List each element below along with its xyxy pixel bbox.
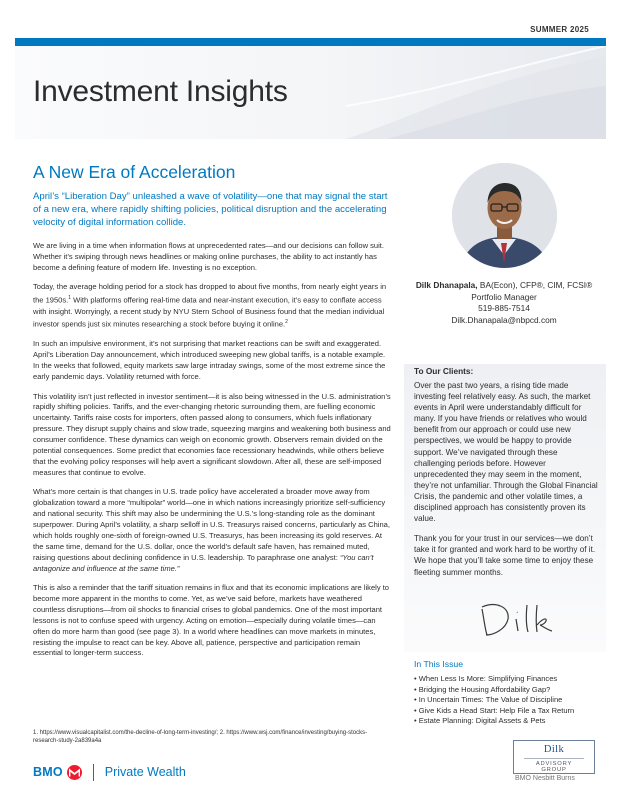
footnote-ref: 2 — [285, 319, 288, 326]
in-this-issue-list — [414, 674, 574, 727]
article-body — [33, 241, 391, 668]
bmo-roundel-icon — [67, 765, 82, 780]
handwritten-signature — [474, 595, 584, 641]
firm-company: BMO Nesbitt Burns — [515, 775, 575, 782]
article-paragraph: In such an impulsive environment, it’s not surprising that market reactions can be swift and exaggerated. April’s Liberation Day announcement, which introduced sweeping new global tariffs, is a notable example. In the weeks that followed, equity markets saw large intraday swings, some of the most extreme since the early pandemic days. Volatility returned with force. — [33, 339, 386, 382]
newsletter-title: Investment Insights — [33, 75, 288, 108]
advisor-credentials: BA(Econ), CFP®, CIM, FCSI® — [477, 280, 593, 290]
article-paragraph: What’s more certain is that changes in U.S. trade policy have accelerated a broader move away from globalization toward a more “multipolar” world—one in which nations increasingly prioritize self-sufficiency and national security. This shift may also be undermining the U.S.’s long-standing role as the dominant superpower. During April’s volatility, a sharp selloff in U.S. Treasurys raised concerns, particularly as China, which holds roughly one-sixth of foreign-owned U.S. Treasurys, has been increasing its gold reserves. At the same time, demand for the U.S. dollar, once the world’s default safe haven, has remained muted, raising questions about declining confidence in U.S. leadership. To paraphrase one analyst: “You can’t antagonize and influence at the same time.” — [33, 487, 390, 573]
article-lead: April’s “Liberation Day” unleashed a wave of volatility—one that may signal the start of a new era, where rapidly shifting policies, political disruption and the accelerating velocity of digital information collide. — [33, 191, 388, 228]
bmo-private-wealth-logo — [33, 761, 186, 783]
clients-paragraph: Thank you for your trust in our services—we don’t take it for granted and work hard to be worthy of it. We hope that you’ll take some time to enjoy these fleeting summer months. — [414, 534, 596, 577]
advisory-group-subtitle: ADVISORY GROUP — [524, 758, 584, 773]
footnote-ref: 1 — [68, 295, 72, 302]
footnotes: 1. https://www.visualcapitalist.com/the-decline-of-long-term-investing/; 2. https://www.wsj.com/finance/investing/buying-stocks-research-study-2a839a4a — [33, 730, 368, 744]
advisor-name-line — [404, 280, 604, 292]
clients-heading: To Our Clients: — [414, 366, 474, 376]
advisory-group-logo — [513, 740, 595, 774]
article-paragraph: Today, the average holding period for a stock has dropped to about five months, from nearly eight years in the 1950s.$^1$ With platforms offering real-time data and near-instant execution, it’s easy to conflate access with insight. Worryingly, a recent study by NYU Stern School of Business found that the median individual investor spends just six minutes researching a stock before buying it online.$^2$ — [33, 282, 387, 329]
clients-paragraph: Over the past two years, a rising tide made investing feel relatively easy. As such, the market events in April were understandably difficult for many. If you have friends or relatives who would benefit from our approach or could use new perspectives, we would be happy to provide support. We’ve navigated through these challenging periods before. However unprecedented they may seem in the moment, they’re not unfamiliar. Through the Global Financial Crisis, the pandemic and other volatile times, a disciplined approach has consistently proven its value. — [414, 381, 598, 524]
issue-item: • Estate Planning: Digital Assets & Pets — [414, 716, 574, 727]
advisor-email: Dilk.Dhanapala@nbpcd.com — [451, 314, 557, 325]
roundel-m-icon — [69, 768, 80, 777]
bmo-wordmark: BMO — [33, 765, 63, 779]
in-this-issue-heading: In This Issue — [414, 659, 464, 669]
advisor-phone: 519-885-7514 — [478, 303, 530, 313]
issue-item: • When Less Is More: Simplifying Finances — [414, 674, 574, 685]
logo-divider — [93, 764, 94, 781]
issue-item: • Give Kids a Head Start: Help File a Tax Return — [414, 706, 574, 717]
advisor-name: Dilk Dhanapala, — [415, 280, 478, 290]
article-title: A New Era of Acceleration — [33, 162, 236, 182]
advisor-portrait — [452, 163, 557, 268]
analyst-quote: “You can’t antagonize and influence at the same time.” — [33, 552, 374, 573]
division-name: Private Wealth — [104, 765, 186, 779]
issue-label: SUMMER 2025 — [530, 25, 589, 34]
clients-letter — [414, 380, 598, 587]
issue-item: • Bridging the Housing Affordability Gap? — [414, 685, 574, 696]
masthead-wave-graphic — [346, 46, 606, 139]
article-paragraph: This is also a reminder that the tariff situation remains in flux and that its economic implications are likely to become more apparent in the months to come. Yet, as we’ve said before, markets have weathered countless disruptions—from oil shocks to financial crises to global pandemics. One of the most important lessons is not to confuse speed with urgency. Acting on emotion—especially during volatile times—can often do more harm than good (see page 3). In a world where headlines can move markets in minutes, resisting the impulse to react can be key. Above all, patience, perspective and participation remain essential to longer-term success. — [33, 583, 389, 658]
advisory-group-name: Dilk — [543, 744, 565, 755]
issue-item: • In Uncertain Times: The Value of Discipline — [414, 695, 574, 706]
advisor-contact — [404, 280, 604, 326]
article-paragraph: This volatility isn’t just reflected in investor sentiment—it is also being witnessed in the U.S. administration’s rapidly shifting policies. Tariffs, and the ever-changing rhetoric surrounding them, are fuelling economic uncertainty. Tariffs raise costs for importers, often passed along to consumers, which fuels inflationary pressure. They disrupt supply chains and slow trade, squeezing margins and weakening both business and consumer confidence. These dynamics can weigh on economic growth. Observers remain divided on the potential consequences. Some predict that economies face recessionary headwinds, while others believe that the evolving policy responses will help avert a significant slowdown. After all, these are self-imposed measures that continue to evolve. — [33, 391, 391, 477]
advisor-photo — [452, 163, 557, 268]
advisor-role: Portfolio Manager — [471, 291, 537, 302]
article-paragraph: We are living in a time when information flows at unprecedented rates—and our decisions can follow suit. Whether it’s swiping through news headlines or making online purchases, the ability to act instantly has become a defining feature of modern life. Investing is no exception. — [33, 241, 384, 272]
header-accent-bar — [15, 38, 606, 46]
